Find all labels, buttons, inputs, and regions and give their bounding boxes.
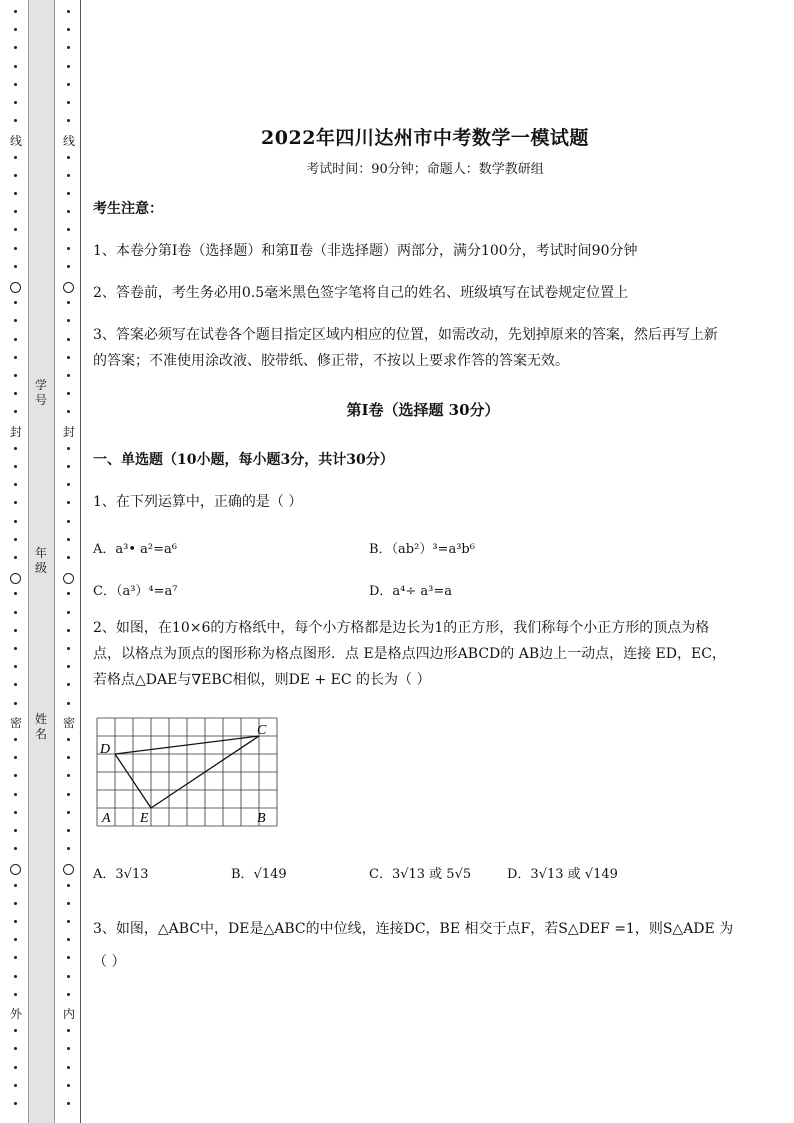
point-e-label: E [140,811,149,826]
margin-dot [67,228,70,231]
binding-border-line [80,0,81,1123]
margin-dot [67,28,70,31]
margin-dot [67,338,70,341]
margin-dot [67,156,70,159]
margin-dot [67,447,70,450]
student-id-field-label: 学号 [34,378,47,407]
q3-stem-line-1: 3、如图，△ABC中，DE是△ABC的中位线，连接DC，BE 相交于点F，若S△DEF =1，则S△ADE 为 [93,921,734,937]
margin-dot [67,556,70,559]
q2-option-c: C．3√13 或 5√5 [369,867,472,882]
q1-option-c: C．（a³）⁴=a⁷ [93,584,178,599]
margin-dot [67,210,70,213]
q1-stem: 1、在下列运算中，正确的是（ ） [93,494,303,510]
margin-dot [14,702,17,705]
margin-dot [14,538,17,541]
margin-dot [14,738,17,741]
inner-dotted-column [59,0,79,1123]
q2-grid-figure [92,712,282,830]
q2-option-a: A．3√13 [93,867,149,882]
margin-dot [67,847,70,850]
margin-dot [67,265,70,268]
point-b-label: B [257,811,266,826]
margin-dot [14,1047,17,1050]
margin-dot [67,1047,70,1050]
margin-dot [14,410,17,413]
notice-item-1: 1、本卷分第I卷（选择题）和第Ⅱ卷（非选择题）两部分，满分100分，考试时间90分钟 [93,243,638,259]
margin-dot [14,265,17,268]
margin-dot [67,192,70,195]
margin-dot [14,156,17,159]
point-c-label: C [257,723,267,738]
margin-dot [14,793,17,796]
margin-dot [14,65,17,68]
margin-dot [14,1084,17,1087]
margin-circle [10,573,21,584]
margin-dot [14,1029,17,1032]
margin-dot [14,501,17,504]
q1-option-b: B．（ab²）³=a³b⁶ [369,542,475,557]
exam-title: 2022年四川达州市中考数学一模试题 [261,127,589,149]
margin-dot [67,829,70,832]
margin-dot [14,884,17,887]
margin-dot [14,174,17,177]
margin-dot [14,228,17,231]
margin-dot [67,975,70,978]
part-heading: 一、单选题（10小题，每小题3分，共计30分） [93,452,394,468]
margin-dot [14,520,17,523]
inner-seal-label-secret: 密 [62,716,75,730]
margin-dot [67,410,70,413]
margin-dot [14,465,17,468]
margin-dot [14,756,17,759]
margin-dot [67,647,70,650]
margin-dot [67,884,70,887]
margin-circle [63,573,74,584]
notice-item-3-continued: 的答案；不准使用涂改液、胶带纸、修正带，不按以上要求作答的答案无效。 [93,353,569,369]
margin-dot [67,774,70,777]
margin-circle [63,864,74,875]
margin-dot [14,611,17,614]
margin-dot [14,1102,17,1105]
margin-dot [67,1029,70,1032]
margin-dot [67,10,70,13]
margin-dot [14,683,17,686]
margin-dot [67,101,70,104]
margin-dot [67,501,70,504]
margin-dot [67,902,70,905]
margin-dot [14,938,17,941]
margin-dot [67,702,70,705]
margin-dot [67,993,70,996]
margin-dot [67,465,70,468]
margin-dot [14,338,17,341]
margin-dot [67,374,70,377]
margin-dot [67,483,70,486]
name-field-label: 姓名 [34,712,47,741]
margin-dot [67,938,70,941]
margin-dot [14,665,17,668]
notice-heading: 考生注意： [93,201,163,217]
margin-dot [67,319,70,322]
margin-dot [14,956,17,959]
margin-dot [14,247,17,250]
outer-seal-label-outside: 外 [9,1007,22,1021]
q1-option-a: A．a³• a²=a⁶ [93,542,177,557]
outer-seal-label-line: 线 [9,134,22,148]
q2-grid-lines [97,718,277,826]
margin-dot [14,847,17,850]
margin-dot [67,356,70,359]
inner-seal-label-line: 线 [62,134,75,148]
margin-dot [14,647,17,650]
margin-dot [67,392,70,395]
margin-dot [14,774,17,777]
notice-item-2: 2、答卷前，考生务必用0.5毫米黑色签字笔将自己的姓名、班级填写在试卷规定位置上 [93,285,629,301]
margin-dot [67,1066,70,1069]
margin-dot [14,28,17,31]
margin-dot [67,592,70,595]
q2-option-d: D．3√13 或 √149 [507,867,618,882]
margin-dot [67,956,70,959]
margin-dot [67,174,70,177]
margin-dot [14,101,17,104]
margin-dot [67,665,70,668]
margin-dot [14,975,17,978]
margin-dot [67,520,70,523]
q1-option-d: D．a⁴÷ a³=a [369,584,453,599]
q2-stem-line-1: 2、如图，在10×6的方格纸中，每个小方格都是边长为1的正方形，我们称每个小正方形的顶点为格 [93,620,710,636]
margin-dot [67,629,70,632]
margin-dot [67,119,70,122]
margin-circle [10,864,21,875]
margin-circle [63,282,74,293]
q2-stem-line-2: 点，以格点为顶点的图形称为格点图形．点 E是格点四边形ABCD的 AB边上一动点，连接 ED，EC， [93,646,726,662]
margin-dot [67,1102,70,1105]
point-a-label: A [102,811,111,826]
margin-dot [14,829,17,832]
margin-dot [67,1084,70,1087]
margin-dot [67,611,70,614]
margin-dot [67,65,70,68]
margin-dot [67,683,70,686]
margin-dot [14,1066,17,1069]
exam-subtitle: 考试时间：90分钟；命题人：数学教研组 [306,162,544,177]
margin-circle [10,282,21,293]
margin-dot [14,592,17,595]
margin-dot [67,301,70,304]
q2-option-b: B．√149 [231,867,287,882]
margin-dot [14,46,17,49]
q2-stem-line-3: 若格点△DAE与∇EBC相似，则DE + EC 的长为（ ） [93,672,431,688]
outer-seal-label-seal: 封 [9,425,22,439]
margin-dot [14,392,17,395]
margin-dot [14,483,17,486]
margin-dot [67,247,70,250]
margin-dot [14,811,17,814]
margin-dot [14,374,17,377]
inner-seal-label-seal: 封 [62,425,75,439]
outer-seal-label-secret: 密 [9,716,22,730]
margin-dot [14,192,17,195]
margin-dot [67,811,70,814]
margin-dot [14,10,17,13]
margin-dot [14,993,17,996]
outer-dotted-column [6,0,26,1123]
margin-dot [67,538,70,541]
margin-dot [67,738,70,741]
margin-dot [14,210,17,213]
section-title: 第I卷（选择题 30分） [346,401,500,419]
margin-dot [67,83,70,86]
margin-dot [67,793,70,796]
q3-stem-line-2: （ ） [93,954,126,970]
margin-dot [14,301,17,304]
margin-dot [14,556,17,559]
margin-dot [14,119,17,122]
margin-dot [14,629,17,632]
point-d-label: D [100,742,111,757]
inner-seal-label-inside: 内 [62,1007,75,1021]
margin-dot [67,46,70,49]
margin-dot [67,756,70,759]
margin-dot [67,920,70,923]
margin-dot [14,83,17,86]
margin-dot [14,356,17,359]
notice-item-3: 3、答案必须写在试卷各个题目指定区域内相应的位置，如需改动，先划掉原来的答案，然后再写上新 [93,327,718,343]
margin-dot [14,902,17,905]
margin-dot [14,920,17,923]
margin-dot [14,447,17,450]
margin-dot [14,319,17,322]
grade-field-label: 年级 [34,546,47,575]
